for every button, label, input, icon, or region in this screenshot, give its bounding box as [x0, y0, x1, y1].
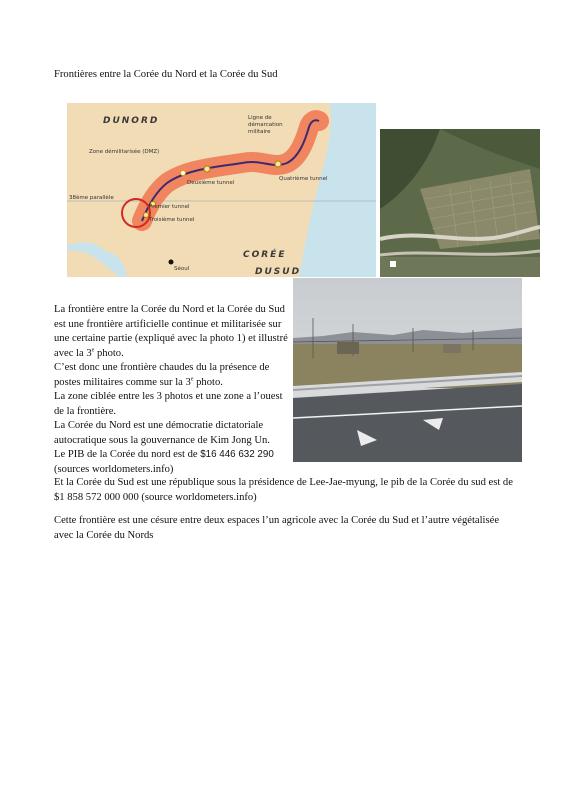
- satellite-photo: [380, 129, 540, 277]
- seoul-marker: [169, 260, 174, 265]
- dmz-label: Zone démilitarisée (DMZ): [89, 149, 160, 155]
- dmz-marker: [181, 171, 186, 176]
- line-label-3: militaire: [248, 129, 271, 135]
- map-south-label-2: DUSUD: [255, 267, 302, 277]
- tunnel-2-label: Deuxième tunnel: [187, 180, 235, 186]
- dmz-map-svg: [67, 103, 376, 277]
- street-photo: [293, 278, 522, 462]
- paragraph-frontier: La frontière entre la Corée du Nord et la Corée du Sud est une frontière artificielle continue et militarisée sur une certaine partie (expliqué avec la photo 1) et illustré avec la 3e photo.: [54, 304, 288, 359]
- tunnel-3-label: Troisième tunnel: [149, 217, 195, 223]
- tunnel-4-marker: [275, 161, 281, 167]
- line-label-1: Ligne de: [248, 115, 272, 121]
- gdp-value: $16 446 632 290: [200, 449, 274, 460]
- tunnel-3-marker: [144, 213, 149, 218]
- seoul-label: Séoul: [174, 266, 190, 272]
- paragraph-south-korea: Et la Corée du Sud est une république sous la présidence de Lee-Jae-myung, le pib de la Corée du sud est de $1 858 572 000 000 (source worldometers.info): [54, 477, 513, 503]
- tunnel-4-label: Quatrième tunnel: [279, 176, 328, 182]
- paragraph-border: Cette frontière est une césure entre deux espaces l’un agricole avec la Corée du Sud et l’autre végétalisée avec la Corée du Nords: [54, 515, 500, 541]
- paragraph-gdp-north: Le PIB de la Corée du nord est de $16 446 632 290 (sources worldometers.info): [54, 449, 274, 475]
- paragraph-military: C’est donc une frontière chaudes du la présence de postes militaires comme sur la 3e photo.: [54, 362, 270, 388]
- paragraph-zone: La zone ciblée entre les 3 photos et une zone a l’ouest de la frontière.: [54, 391, 283, 417]
- street-icon: [293, 278, 522, 462]
- dmz-map: [67, 103, 376, 277]
- tunnel-1-label: Premier tunnel: [149, 204, 190, 210]
- land-area: [67, 103, 331, 277]
- paragraph-north-korea: La Corée du Nord est une démocratie dictatoriale autocratique sous la gouvernance de Kim Jong Un.: [54, 420, 270, 446]
- satellite-icon: [380, 129, 540, 277]
- map-south-label-1: CORÉE: [243, 250, 287, 260]
- tunnel-2-marker: [204, 166, 210, 172]
- description-block: [54, 303, 294, 477]
- page-title: Frontières entre la Corée du Nord et la Corée du Sud: [54, 69, 278, 80]
- map-north-label: DUNORD: [103, 116, 160, 126]
- parallel-label: 38ème parallèle: [69, 195, 114, 201]
- line-label-2: démarcation: [248, 122, 283, 128]
